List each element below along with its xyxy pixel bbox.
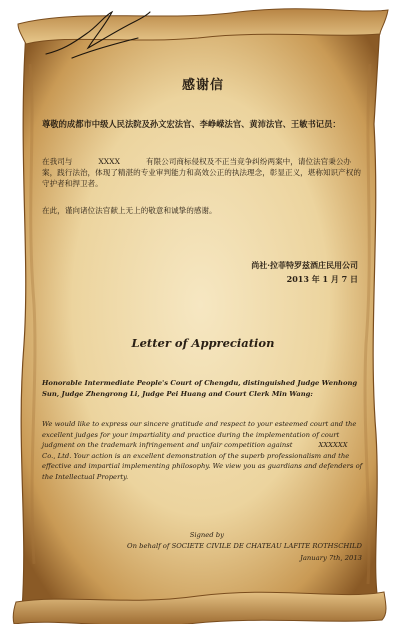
english-body <box>42 419 364 482</box>
english-body-part1: We would like to express our sincere gratitude and respect to your esteemed court and the excellent judges for your impartiality and practice during the implementation of court judgment on the trademark infringement and unfair competition against <box>42 420 357 449</box>
english-body-part2: Ltd. Your action is an excellent demonstration of the superb professionalism and the effective and impartial implementing philosophy. We view you as guardians and defenders of the Intellectual Property. <box>42 451 363 481</box>
chinese-title: 感谢信 <box>181 78 224 93</box>
chinese-body <box>42 156 364 189</box>
chinese-signature-block <box>251 258 358 286</box>
chinese-body-post: 有限公司商标侵权及不正当竞争纠纷两案中，请位法官秉公办案，践行法治，体现了精湛的专业审判能力和高效公正的执法理念，彰显正义，堪称知识产权的守护者和捍卫者。 <box>42 157 361 188</box>
parchment-scroll <box>8 4 392 624</box>
english-signed-by: Signed by <box>189 531 224 539</box>
chinese-salutation: 尊敬的成都市中级人民法院及孙文宏法官、李峥嵘法官、黄沛法官、王敏书记员： <box>42 119 341 129</box>
chinese-signature-company: 尚社·拉菲特罗兹酒庄民用公司 <box>251 260 358 270</box>
handwritten-signature <box>42 4 152 64</box>
english-date: January 7th, 2013 <box>300 554 362 562</box>
english-title: Letter of Appreciation <box>131 336 275 350</box>
chinese-body-placeholder: XXXX <box>98 157 120 166</box>
letter-content <box>42 4 364 624</box>
chinese-signature-date: 2013 年 1 月 7 日 <box>286 274 358 284</box>
english-on-behalf: On behalf of SOCIETE CIVILE DE CHATEAU LAFITE ROTHSCHILD <box>127 542 362 550</box>
chinese-closing: 在此，谨向诸位法官献上无上的敬意和诚挚的感谢。 <box>42 206 217 215</box>
english-salutation: Honorable Intermediate People's Court of Chengdu, distinguished Judge Wenhong Sun, Judge Zhengrong Li, Judge Pei Huang and Court Clerk Min Wang: <box>42 379 358 398</box>
english-body-placeholder: XXXXXX <box>318 441 348 449</box>
chinese-body-pre: 在我司与 <box>42 157 73 166</box>
english-body-co: Co., <box>42 451 56 460</box>
